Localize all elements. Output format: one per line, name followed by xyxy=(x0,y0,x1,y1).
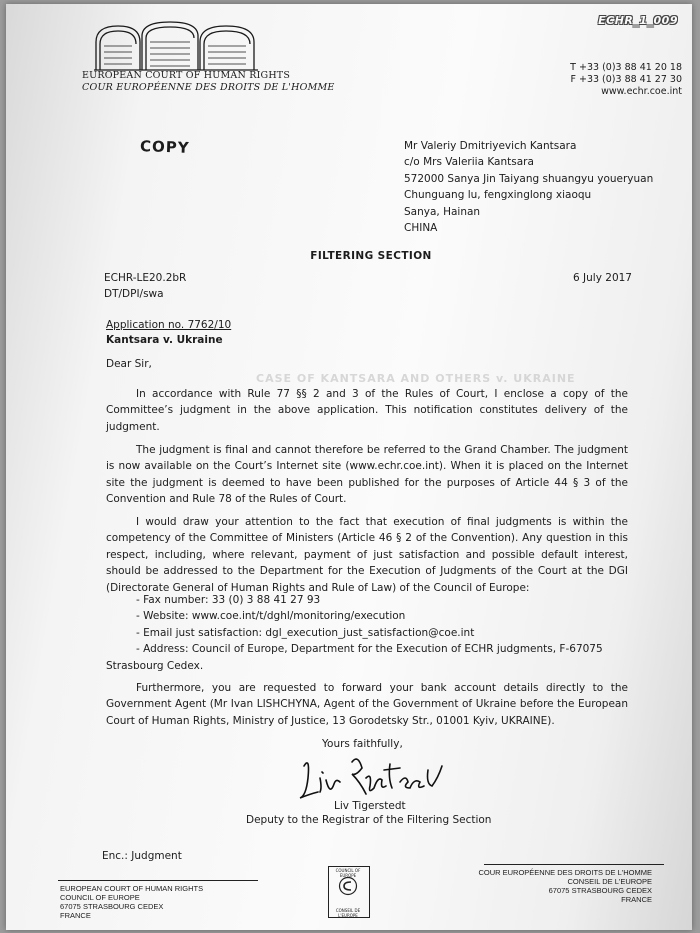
phone-number: T +33 (0)3 88 41 20 18 xyxy=(570,62,682,73)
recipient-line: 572000 Sanya Jin Taiyang shuangyu youeryuan xyxy=(404,172,654,185)
reference-code: ECHR-LE20.2bR xyxy=(104,272,187,284)
letter-date: 6 July 2017 xyxy=(573,272,632,284)
footer-line: COUR EUROPÉENNE DES DROITS DE L'HOMME xyxy=(478,868,652,877)
recipient-line: c/o Mrs Valeriia Kantsara xyxy=(404,156,534,169)
coe-emblem-icon xyxy=(338,876,358,896)
coe-logo-text-fr: CONSEIL DE L'EUROPE xyxy=(335,908,361,918)
section-heading: FILTERING SECTION xyxy=(310,250,432,262)
website: www.echr.coe.int xyxy=(601,86,682,97)
footer-address-en xyxy=(60,884,203,920)
recipient-address xyxy=(404,138,653,236)
paragraph-2: The judgment is final and cannot therefore be referred to the Grand Chamber. The judgment is now available on the Court’s Internet site (www.echr.coe.int). When it is placed on the Internet site the judgment is deemed to have been published for the purposes of Article 44 § 3 of the Convention and Rule 78 of the Rules of Court. xyxy=(106,444,628,506)
court-building-logo xyxy=(92,20,260,72)
court-contact-details xyxy=(570,62,682,98)
reference-block xyxy=(104,270,186,302)
footer-rule-right xyxy=(484,864,664,865)
list-item-address: - Address: Council of Europe, Department for the Execution of ECHR judgments, F-67075 xyxy=(136,643,603,656)
footer-line: 67075 STRASBOURG CEDEX xyxy=(60,902,164,911)
footer-rule-left xyxy=(58,880,258,881)
case-name: Kantsara v. Ukraine xyxy=(106,334,223,346)
footer-line: EUROPEAN COURT OF HUMAN RIGHTS xyxy=(60,884,204,893)
faint-show-through-text: CASE OF KANTSARA AND OTHERS v. UKRAINE xyxy=(256,372,576,385)
recipient-line: Mr Valeriy Dmitriyevich Kantsara xyxy=(404,140,577,152)
contact-list xyxy=(106,592,628,674)
application-block xyxy=(106,318,231,348)
coe-logo-text-en: COUNCIL OF EUROPE xyxy=(335,868,361,878)
paragraph-1: In accordance with Rule 77 §§ 2 and 3 of the Rules of Court, I enclose a copy of the Committee’s judgment in the above application. This notification constitutes delivery of the judgment. xyxy=(106,388,628,433)
copy-stamp: COPY xyxy=(139,137,190,157)
signatory-name: Liv Tigerstedt xyxy=(334,800,406,812)
salutation: Dear Sir, xyxy=(106,358,152,370)
recipient-line: Chunguang lu, fengxinglong xiaoqu xyxy=(404,189,592,202)
enclosure-note: Enc.: Judgment xyxy=(102,850,182,862)
reference-initials: DT/DPI/swa xyxy=(104,288,164,300)
list-item-email: - Email just satisfaction: dgl_execution_just_satisfaction@coe.int xyxy=(136,626,475,639)
footer-line: 67075 STRASBOURG CEDEX xyxy=(548,886,652,895)
court-name-en: EUROPEAN COURT OF HUMAN RIGHTS xyxy=(82,70,291,81)
list-item-fax: - Fax number: 33 (0) 3 88 41 27 93 xyxy=(136,594,321,606)
footer-line: COUNCIL OF EUROPE xyxy=(60,893,140,902)
paragraph-4: Furthermore, you are requested to forward your bank account details directly to the Government Agent (Mr Ivan LISHCHYNA, Agent of the Government of Ukraine before the European Court of Human Rights, Ministry of Justice, 13 Gorodetsky Str., 01001 Kyiv, UKRAINE). xyxy=(106,682,628,727)
letter-page xyxy=(6,4,692,930)
list-item-address-cont: Strasbourg Cedex. xyxy=(106,659,204,672)
handwritten-signature xyxy=(296,748,446,804)
document-reference: ECHR_1_009 xyxy=(598,14,678,27)
signatory-title: Deputy to the Registrar of the Filtering Section xyxy=(246,814,492,826)
list-item-website: - Website: www.coe.int/t/dghl/monitoring/execution xyxy=(136,610,406,623)
recipient-line: Sanya, Hainan xyxy=(404,205,481,218)
footer-line: FRANCE xyxy=(60,911,91,920)
recipient-line: CHINA xyxy=(404,222,438,235)
footer-line: CONSEIL DE L'EUROPE xyxy=(567,877,652,886)
application-number: Application no. 7762/10 xyxy=(106,319,232,331)
closing-phrase: Yours faithfully, xyxy=(322,738,403,750)
paragraph-3: I would draw your attention to the fact that execution of final judgments is within the competency of the Committee of Ministers (Article 46 § 2 of the Convention). Any question in this respect, including, where relevant, payment of just satisfaction and possible default interest, should be addressed to the Department for the Execution of Judgments of the Court at the DGI (Directorate General of Human Rights and Rule of Law) of the Council of Europe: xyxy=(106,516,628,594)
footer-line: FRANCE xyxy=(621,895,652,904)
footer-address-fr xyxy=(478,868,652,904)
fax-number: F +33 (0)3 88 41 27 30 xyxy=(570,74,682,85)
court-name-fr: COUR EUROPÉENNE DES DROITS DE L'HOMME xyxy=(82,82,335,93)
